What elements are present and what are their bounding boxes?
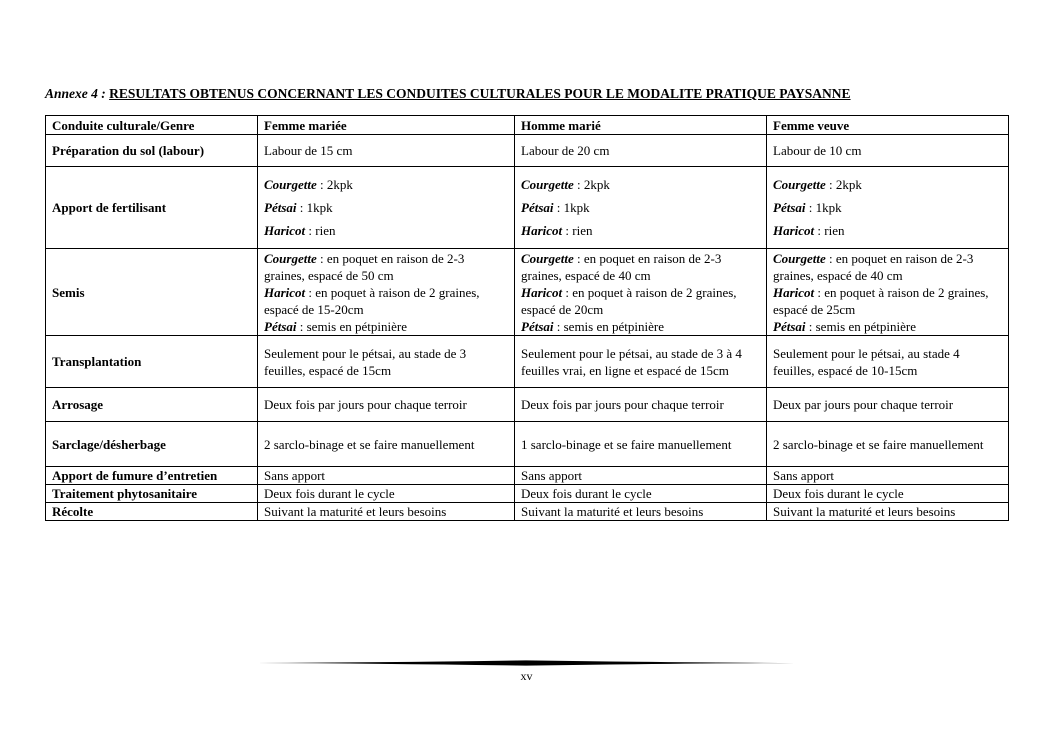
crop-name: Courgette xyxy=(521,177,574,192)
row-fumure xyxy=(46,467,1009,485)
cell-femme-mariee: Sans apport xyxy=(258,467,515,485)
cell-femme-mariee: 2 sarclo-binage et se faire manuellement xyxy=(258,422,515,467)
crop-line xyxy=(521,318,760,335)
cell-homme-marie: Deux fois durant le cycle xyxy=(515,485,767,503)
crop-line xyxy=(264,196,508,219)
crop-detail: : semis en pétpinière xyxy=(553,318,664,334)
crop-detail: : rien xyxy=(305,223,336,238)
row-arrosage xyxy=(46,388,1009,422)
cell-femme-veuve: Labour de 10 cm xyxy=(767,135,1009,167)
crop-name: Haricot xyxy=(521,223,563,238)
row-label: Récolte xyxy=(46,503,258,521)
crop-name: Pétsai xyxy=(773,318,806,334)
row-traitement xyxy=(46,485,1009,503)
crop-line xyxy=(521,173,760,196)
crop-detail: : en poquet à raison de 2 graines, espacé de 25cm xyxy=(773,284,989,317)
crop-line xyxy=(521,284,760,318)
crop-name: Pétsai xyxy=(264,200,297,215)
cell-homme-marie: Seulement pour le pétsai, au stade de 3 à 4 feuilles vrai, en ligne et espacé de 15cm xyxy=(515,336,767,388)
crop-name: Courgette xyxy=(264,250,317,266)
crop-detail: : semis en pétpinière xyxy=(296,318,407,334)
row-sarclage xyxy=(46,422,1009,467)
crop-name: Haricot xyxy=(264,284,306,300)
crop-detail: : 1kpk xyxy=(553,200,590,215)
crop-detail: : 2kpk xyxy=(573,177,610,192)
crop-line xyxy=(773,173,1002,196)
crop-line xyxy=(521,219,760,242)
crop-line xyxy=(264,173,508,196)
annex-title-main: RESULTATS OBTENUS CONCERNANT LES CONDUITES CULTURALES POUR LE MODALITE PRATIQUE PAYSANNE xyxy=(109,86,851,101)
crop-name: Haricot xyxy=(773,284,815,300)
cell-homme-marie: 1 sarclo-binage et se faire manuellement xyxy=(515,422,767,467)
cell-homme-marie: Suivant la maturité et leurs besoins xyxy=(515,503,767,521)
crop-name: Courgette xyxy=(773,177,826,192)
annex-title-prefix: Annexe 4 : xyxy=(45,86,106,101)
crop-line xyxy=(264,219,508,242)
crop-line xyxy=(264,318,508,335)
cell-homme-marie xyxy=(515,167,767,249)
crop-name: Pétsai xyxy=(521,318,554,334)
crop-name: Haricot xyxy=(773,223,815,238)
crop-line xyxy=(521,250,760,284)
crop-line xyxy=(773,196,1002,219)
crop-detail: : semis en pétpinière xyxy=(805,318,916,334)
cell-femme-veuve: Sans apport xyxy=(767,467,1009,485)
crop-name: Haricot xyxy=(264,223,306,238)
header-femme-veuve: Femme veuve xyxy=(767,116,1009,135)
crop-line xyxy=(773,250,1002,284)
row-label: Apport de fumure d’entretien xyxy=(46,467,258,485)
header-femme-mariee: Femme mariée xyxy=(258,116,515,135)
cell-femme-mariee: Seulement pour le pétsai, au stade de 3 feuilles, espacé de 15cm xyxy=(258,336,515,388)
header-conduite: Conduite culturale/Genre xyxy=(46,116,258,135)
crop-detail: : rien xyxy=(562,223,593,238)
row-label: Arrosage xyxy=(46,388,258,422)
cell-femme-mariee: Suivant la maturité et leurs besoins xyxy=(258,503,515,521)
crop-line xyxy=(264,284,508,318)
cell-femme-mariee xyxy=(258,167,515,249)
cell-femme-mariee: Deux fois par jours pour chaque terroir xyxy=(258,388,515,422)
row-transplantation xyxy=(46,336,1009,388)
header-homme-marie: Homme marié xyxy=(515,116,767,135)
crop-name: Courgette xyxy=(521,250,574,266)
row-fertilisant xyxy=(46,167,1009,249)
crop-detail: : rien xyxy=(814,223,845,238)
cell-femme-mariee: Deux fois durant le cycle xyxy=(258,485,515,503)
cell-homme-marie: Labour de 20 cm xyxy=(515,135,767,167)
crop-line xyxy=(773,318,1002,335)
row-label: Traitement phytosanitaire xyxy=(46,485,258,503)
cell-homme-marie: Deux fois par jours pour chaque terroir xyxy=(515,388,767,422)
crop-detail: : en poquet à raison de 2 graines, espacé de 20cm xyxy=(521,284,737,317)
cell-femme-mariee: Labour de 15 cm xyxy=(258,135,515,167)
row-label: Préparation du sol (labour) xyxy=(46,135,258,167)
crop-name: Courgette xyxy=(773,250,826,266)
crop-detail: : en poquet en raison de 2-3 graines, espacé de 50 cm xyxy=(264,250,465,283)
crop-detail: : 1kpk xyxy=(805,200,842,215)
crop-name: Pétsai xyxy=(264,318,297,334)
crop-name: Pétsai xyxy=(521,200,554,215)
crop-line xyxy=(773,284,1002,318)
cell-homme-marie xyxy=(515,249,767,336)
crop-detail: : 1kpk xyxy=(296,200,333,215)
cell-femme-veuve xyxy=(767,167,1009,249)
crop-line xyxy=(773,219,1002,242)
crop-line xyxy=(264,250,508,284)
cell-femme-veuve: Suivant la maturité et leurs besoins xyxy=(767,503,1009,521)
cell-femme-veuve xyxy=(767,249,1009,336)
annex-title xyxy=(45,86,851,102)
footer-divider xyxy=(257,660,795,666)
row-preparation xyxy=(46,135,1009,167)
cell-femme-veuve: Deux fois durant le cycle xyxy=(767,485,1009,503)
crop-detail: : en poquet en raison de 2-3 graines, espacé de 40 cm xyxy=(521,250,722,283)
crop-name: Pétsai xyxy=(773,200,806,215)
crop-detail: : en poquet à raison de 2 graines, espacé de 15-20cm xyxy=(264,284,480,317)
row-label: Semis xyxy=(46,249,258,336)
cell-femme-mariee xyxy=(258,249,515,336)
crop-detail: : 2kpk xyxy=(825,177,862,192)
row-semis xyxy=(46,249,1009,336)
row-recolte xyxy=(46,503,1009,521)
row-label: Apport de fertilisant xyxy=(46,167,258,249)
cell-femme-veuve: Deux par jours pour chaque terroir xyxy=(767,388,1009,422)
cell-femme-veuve: 2 sarclo-binage et se faire manuellement xyxy=(767,422,1009,467)
cultural-practices-table xyxy=(45,115,1009,521)
crop-detail: : en poquet en raison de 2-3 graines, espacé de 40 cm xyxy=(773,250,974,283)
table-header-row xyxy=(46,116,1009,135)
page-number: xv xyxy=(520,669,533,683)
crop-name: Haricot xyxy=(521,284,563,300)
crop-line xyxy=(521,196,760,219)
crop-detail: : 2kpk xyxy=(316,177,353,192)
cell-homme-marie: Sans apport xyxy=(515,467,767,485)
row-label: Sarclage/désherbage xyxy=(46,422,258,467)
cell-femme-veuve: Seulement pour le pétsai, au stade 4 feuilles, espacé de 10-15cm xyxy=(767,336,1009,388)
crop-name: Courgette xyxy=(264,177,317,192)
row-label: Transplantation xyxy=(46,336,258,388)
